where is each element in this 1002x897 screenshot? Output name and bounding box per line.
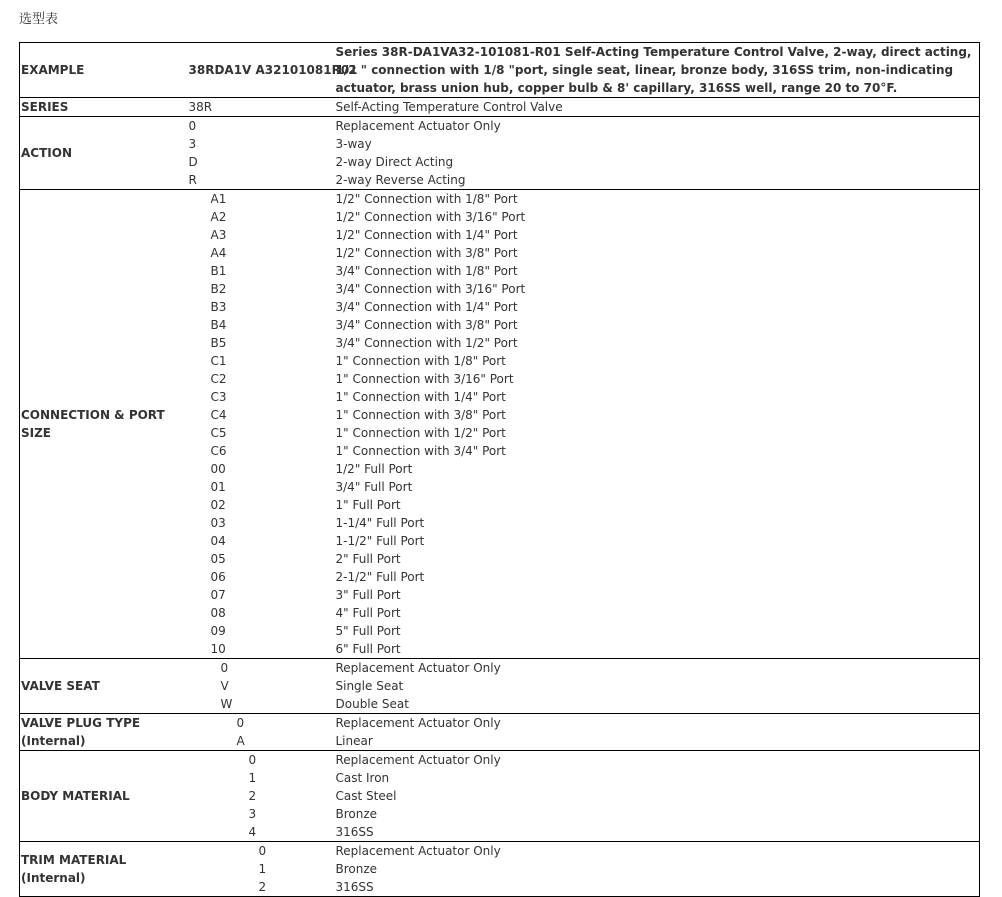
option-code: 0 <box>220 661 229 675</box>
option-description: 3/4" Connection with 1/4" Port <box>335 300 518 314</box>
option-code: C5 <box>210 426 227 440</box>
option-description: 6" Full Port <box>335 642 401 656</box>
option-code: B3 <box>210 300 227 314</box>
section-descriptions <box>336 659 980 714</box>
option-description: Cast Iron <box>335 771 390 785</box>
option-code: 0 <box>258 844 267 858</box>
section-codes <box>189 190 336 659</box>
option-code: R <box>188 173 197 187</box>
option-code: C1 <box>210 354 227 368</box>
section-codes <box>189 842 336 897</box>
option-code: 02 <box>210 498 226 512</box>
example-row <box>20 43 980 98</box>
section-label <box>20 98 189 117</box>
section-codes <box>189 659 336 714</box>
option-code: B4 <box>210 318 227 332</box>
option-code: A1 <box>210 192 227 206</box>
option-code: 04 <box>210 534 226 548</box>
option-description: 3/4" Full Port <box>335 480 413 494</box>
example-label: EXAMPLE <box>20 43 189 98</box>
section-label-text: TRIM MATERIAL <box>21 853 127 867</box>
option-description: 1/2" Connection with 1/8" Port <box>335 192 518 206</box>
selection-table <box>19 42 980 897</box>
option-code: B1 <box>210 264 227 278</box>
section-codes <box>189 98 336 117</box>
option-code: 3 <box>188 137 197 151</box>
option-code: D <box>188 155 198 169</box>
section-label <box>20 659 189 714</box>
section-codes <box>189 714 336 751</box>
option-code: 00 <box>210 462 226 476</box>
option-description: 2-1/2" Full Port <box>335 570 425 584</box>
option-code: 06 <box>210 570 226 584</box>
option-description: 3" Full Port <box>335 588 401 602</box>
option-code: B5 <box>210 336 227 350</box>
option-description: 1" Connection with 3/16" Port <box>335 372 514 386</box>
option-code: V <box>220 679 229 693</box>
section-label-text: BODY MATERIAL <box>21 789 130 803</box>
section-row-connection-port-size <box>20 190 980 659</box>
option-code: 07 <box>210 588 226 602</box>
option-description: 1" Connection with 1/8" Port <box>335 354 506 368</box>
section-descriptions <box>336 190 980 659</box>
section-label <box>20 842 189 897</box>
option-description: Replacement Actuator Only <box>335 661 501 675</box>
option-code: 1 <box>258 862 267 876</box>
option-description: Replacement Actuator Only <box>335 753 501 767</box>
option-code: 10 <box>210 642 226 656</box>
section-label-text: ACTION <box>21 146 72 160</box>
option-description: Double Seat <box>335 697 409 711</box>
section-label-text: SERIES <box>21 100 69 114</box>
option-description: 316SS <box>335 880 374 894</box>
option-code: B2 <box>210 282 227 296</box>
option-description: 1/2" Connection with 3/8" Port <box>335 246 518 260</box>
option-description: 1" Full Port <box>335 498 401 512</box>
section-row-series <box>20 98 980 117</box>
option-description: Replacement Actuator Only <box>335 119 501 133</box>
option-description: 1" Connection with 3/8" Port <box>335 408 506 422</box>
option-code: A <box>236 734 245 748</box>
section-descriptions <box>336 751 980 842</box>
option-description: 1-1/2" Full Port <box>335 534 425 548</box>
option-description: 5" Full Port <box>335 624 401 638</box>
option-code: 01 <box>210 480 226 494</box>
option-description: 1/2" Connection with 1/4" Port <box>335 228 518 242</box>
option-code: 2 <box>248 789 257 803</box>
example-description: Series 38R-DA1VA32-101081-R01 Self-Acting Temperature Control Valve, 2-way, direct acting, 1/2 " connection with 1/8 "port, single seat, linear, bronze body, 316SS trim, non-indicating actuator, brass union hub, copper bulb & 8' capillary, 316SS well, range 20 to 70°F. <box>335 45 972 95</box>
option-description: 3/4" Connection with 3/16" Port <box>335 282 526 296</box>
section-label <box>20 714 189 751</box>
option-description: Bronze <box>335 807 378 821</box>
option-description: 2-way Direct Acting <box>335 155 454 169</box>
section-codes <box>189 117 336 190</box>
example-code-cell <box>188 43 358 98</box>
option-code: 03 <box>210 516 226 530</box>
section-label <box>20 751 189 842</box>
option-description: 3/4" Connection with 1/2" Port <box>335 336 518 350</box>
option-code: A2 <box>210 210 227 224</box>
option-description: Bronze <box>335 862 378 876</box>
option-description: Cast Steel <box>335 789 397 803</box>
section-row-action <box>20 117 980 190</box>
section-label-subtext: (Internal) <box>21 734 86 748</box>
section-descriptions <box>336 842 980 897</box>
section-row-trim-material <box>20 842 980 897</box>
option-description: 1/2" Full Port <box>335 462 413 476</box>
section-label <box>20 190 189 659</box>
option-code: W <box>220 697 233 711</box>
option-description: 316SS <box>335 825 374 839</box>
option-code: 0 <box>236 716 245 730</box>
option-description: 3/4" Connection with 3/8" Port <box>335 318 518 332</box>
option-code: 2 <box>258 880 267 894</box>
section-descriptions <box>336 117 980 190</box>
option-description: Replacement Actuator Only <box>335 716 501 730</box>
section-descriptions <box>336 714 980 751</box>
option-code: 38R <box>188 100 213 114</box>
option-code: 0 <box>248 753 257 767</box>
section-row-valve-seat <box>20 659 980 714</box>
example-description-cell <box>336 43 980 98</box>
option-code: 08 <box>210 606 226 620</box>
option-code: C6 <box>210 444 227 458</box>
option-code: 09 <box>210 624 226 638</box>
option-description: 4" Full Port <box>335 606 401 620</box>
option-description: Self-Acting Temperature Control Valve <box>335 100 563 114</box>
option-description: 3-way <box>335 137 372 151</box>
option-description: 1" Connection with 1/2" Port <box>335 426 506 440</box>
option-description: 1" Connection with 3/4" Port <box>335 444 506 458</box>
section-codes <box>189 751 336 842</box>
option-code: 0 <box>188 119 197 133</box>
option-description: 2-way Reverse Acting <box>335 173 466 187</box>
section-label-subtext: (Internal) <box>21 871 86 885</box>
section-label <box>20 117 189 190</box>
section-label-text: VALVE SEAT <box>21 679 100 693</box>
section-label-text: VALVE PLUG TYPE <box>21 716 141 730</box>
section-label-text: CONNECTION & PORT SIZE <box>21 408 165 440</box>
option-description: 3/4" Connection with 1/8" Port <box>335 264 518 278</box>
option-description: Replacement Actuator Only <box>335 844 501 858</box>
section-row-body-material <box>20 751 980 842</box>
option-description: 1-1/4" Full Port <box>335 516 425 530</box>
option-code: 1 <box>248 771 257 785</box>
option-code: 3 <box>248 807 257 821</box>
option-code: 4 <box>248 825 257 839</box>
option-description: Single Seat <box>335 679 404 693</box>
option-description: 1" Connection with 1/4" Port <box>335 390 506 404</box>
option-description: Linear <box>335 734 373 748</box>
option-code: C2 <box>210 372 227 386</box>
option-code: A3 <box>210 228 227 242</box>
section-row-valve-plug-type <box>20 714 980 751</box>
page-title: 选型表 <box>19 12 59 27</box>
option-code: A4 <box>210 246 227 260</box>
option-code: 05 <box>210 552 226 566</box>
option-description: 1/2" Connection with 3/16" Port <box>335 210 526 224</box>
selection-table-body <box>20 43 980 897</box>
option-code: C3 <box>210 390 227 404</box>
section-descriptions <box>336 98 980 117</box>
example-code: 38RDA1V A32101081R01 <box>188 63 358 77</box>
option-description: 2" Full Port <box>335 552 401 566</box>
option-code: C4 <box>210 408 227 422</box>
